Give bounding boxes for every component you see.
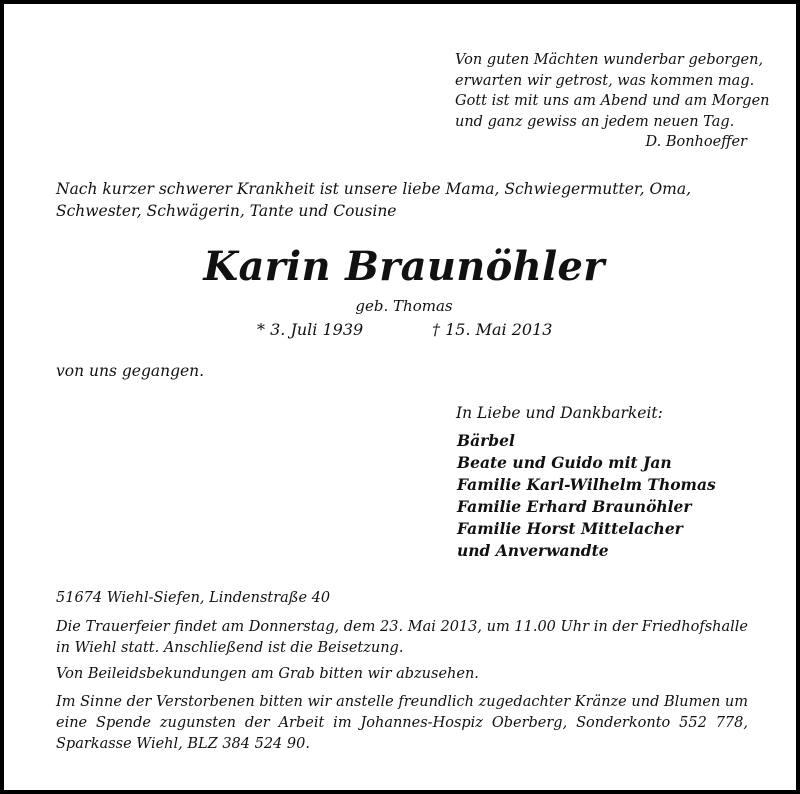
poem-line: Gott ist mit uns am Abend und am Morgen — [455, 93, 770, 109]
poem-line: und ganz gewiss an jedem neuen Tag. — [455, 113, 735, 130]
mourner-item: und Anverwandte — [457, 541, 609, 560]
donation-request: Im Sinne der Verstorbenen bitten wir anstelle freundlich zugedachter Kränze und Blumen um eine Spende zugunsten der Arbeit im Johannes-Hospiz Oberberg, Sonderkonto 552 778, Sparkasse Wiehl, BLZ 384 524 90. — [56, 694, 748, 752]
mourners-list — [457, 430, 716, 562]
condolence-note: Von Beileidsbekundungen am Grab bitten wir abzusehen. — [56, 666, 479, 682]
bonhoeffer-poem — [455, 50, 770, 153]
departed-text: von uns gegangen. — [56, 362, 205, 380]
birth-date: * 3. Juli 1939 — [257, 320, 364, 339]
deceased-name: Karin Braunöhler — [203, 243, 605, 290]
family-address: 51674 Wiehl-Siefen, Lindenstraße 40 — [56, 590, 331, 606]
mourner-item: Bärbel — [457, 431, 515, 450]
mourner-item: Beate und Guido mit Jan — [457, 453, 672, 472]
intro-text: Nach kurzer schwerer Krankheit ist unsere liebe Mama, Schwiegermutter, Oma, Schwester, Schwägerin, Tante und Cousine — [56, 180, 692, 220]
dedication-text: In Liebe und Dankbarkeit: — [456, 404, 663, 422]
birth-name: geb. Thomas — [355, 297, 453, 315]
poem-line: erwarten wir getrost, was kommen mag. — [455, 72, 755, 89]
mourner-item: Familie Karl-Wilhelm Thomas — [457, 475, 716, 494]
poem-author: D. Bonhoeffer — [645, 134, 747, 150]
death-date: † 15. Mai 2013 — [432, 320, 553, 339]
mourner-item: Familie Horst Mittelacher — [457, 519, 683, 538]
funeral-info: Die Trauerfeier findet am Donnerstag, dem 23. Mai 2013, um 11.00 Uhr in der Friedhofshalle in Wiehl statt. Anschließend ist die Beisetzung. — [56, 619, 748, 656]
mourner-item: Familie Erhard Braunöhler — [457, 497, 692, 516]
poem-line: Von guten Mächten wunderbar geborgen, — [455, 52, 764, 68]
